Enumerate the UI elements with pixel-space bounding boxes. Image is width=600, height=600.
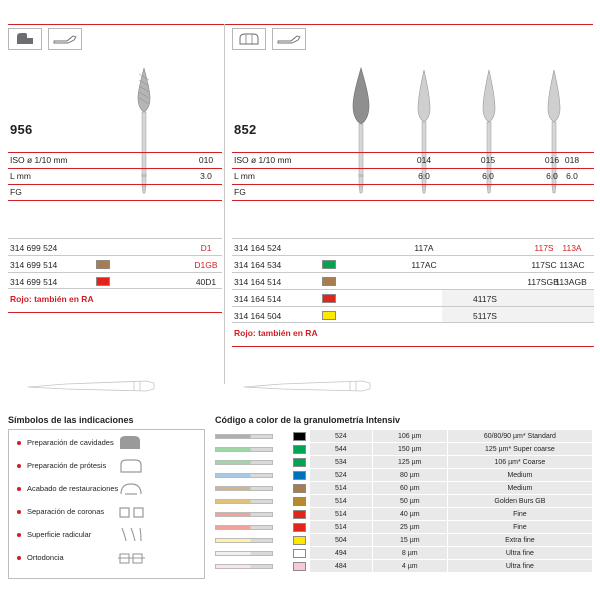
grit-name: Ultra fine	[447, 560, 592, 573]
table-row	[215, 469, 593, 482]
bullet-icon	[17, 487, 21, 491]
spec-row-iso	[232, 152, 594, 168]
restoration-finish-icon	[117, 480, 147, 497]
table-row	[232, 289, 594, 306]
order-code: D1GB	[194, 260, 218, 270]
orthodontics-icon	[117, 549, 147, 566]
grit-number: 484	[309, 560, 372, 573]
ra-note: Rojo: también en RA	[10, 294, 94, 304]
table-row	[215, 521, 593, 534]
grit-swatch	[322, 277, 336, 286]
grit-number: 514	[309, 482, 372, 495]
spec-value-length-016: 6.0	[546, 171, 558, 181]
table-row	[8, 238, 222, 255]
order-ref: 314 699 514	[10, 260, 58, 270]
spec-label-iso: ISO ø 1/10 mm	[234, 155, 292, 165]
bullet-icon	[17, 556, 21, 560]
handpiece-outline-icon	[26, 373, 156, 401]
grit-size: 150 µm	[372, 443, 447, 456]
grit-number: 514	[309, 521, 372, 534]
order-ref: 314 699 524	[10, 243, 58, 253]
spec-label-shank: FG	[234, 187, 246, 197]
order-code: 5117S	[473, 311, 497, 321]
crown-separation-icon	[117, 503, 147, 520]
top-rule	[8, 24, 593, 25]
order-code: 113A	[562, 243, 582, 253]
bur-shape-icon	[215, 521, 290, 534]
cavity-prep-icon	[117, 434, 147, 451]
grit-number: 494	[309, 547, 372, 560]
grit-size: 60 µm	[372, 482, 447, 495]
grit-swatch	[290, 560, 309, 573]
grit-size: 106 µm	[372, 430, 447, 443]
legend-item-label: Separación de coronas	[27, 507, 105, 516]
grit-size: 50 µm	[372, 495, 447, 508]
spec-label-shank: FG	[10, 187, 22, 197]
order-code: 117AC	[411, 260, 437, 270]
grit-size: 15 µm	[372, 534, 447, 547]
grit-swatch	[290, 443, 309, 456]
order-table-852	[232, 238, 594, 338]
panel-divider	[224, 24, 225, 384]
order-code: 117S	[534, 243, 554, 253]
grit-name: Ultra fine	[447, 547, 592, 560]
legend-title: Símbolos de las indicaciones	[8, 415, 134, 425]
bur-shape-icon	[215, 508, 290, 521]
grit-swatch	[290, 508, 309, 521]
spec-row-length	[232, 168, 594, 184]
table-row	[215, 495, 593, 508]
legend-item-label: Preparación de cavidades	[27, 438, 114, 447]
table-row	[232, 272, 594, 289]
order-code: 40D1	[195, 277, 217, 287]
order-ref: 314 164 534	[234, 260, 282, 270]
ccode-table	[215, 429, 593, 573]
legend-item-label: Ortodoncia	[27, 553, 64, 562]
legend-box	[8, 429, 205, 579]
grit-swatch	[290, 534, 309, 547]
table-row	[215, 456, 593, 469]
bur-shape-icon	[215, 430, 290, 443]
prosthesis-prep-icon	[117, 457, 147, 474]
bur-shape-icon	[215, 534, 290, 547]
table-row	[215, 534, 593, 547]
legend-item-label: Preparación de prótesis	[27, 461, 107, 470]
bur-shape-icon	[215, 547, 290, 560]
spec-table-852	[232, 152, 594, 200]
grit-swatch	[290, 495, 309, 508]
grit-number: 514	[309, 508, 372, 521]
grit-swatch	[290, 547, 309, 560]
bur-shape-icon	[215, 456, 290, 469]
spec-value-length-014: 6.0	[418, 171, 430, 181]
table-row	[232, 255, 594, 272]
grit-swatch	[290, 469, 309, 482]
spec-label-length: L mm	[10, 171, 31, 181]
grit-size: 25 µm	[372, 521, 447, 534]
order-ref: 314 164 504	[234, 311, 282, 321]
root-surface-icon	[117, 526, 147, 543]
grit-number: 524	[309, 469, 372, 482]
grit-swatch	[322, 260, 336, 269]
order-code: 117SGB	[527, 277, 559, 287]
table-row	[215, 443, 593, 456]
grit-size: 125 µm	[372, 456, 447, 469]
grit-name: Fine	[447, 508, 592, 521]
grit-swatch	[322, 294, 336, 303]
spec-value-length-015: 6.0	[482, 171, 494, 181]
product-code-852: 852	[234, 122, 257, 137]
table-row	[215, 430, 593, 443]
grit-size: 40 µm	[372, 508, 447, 521]
ra-note: Rojo: también en RA	[234, 328, 318, 338]
bullet-icon	[17, 510, 21, 514]
order-code: 4117S	[473, 294, 497, 304]
product-code-956: 956	[10, 122, 33, 137]
ccode-title: Código a color de la granulometría Intensiv	[215, 415, 401, 425]
bullet-icon	[17, 533, 21, 537]
grit-size: 8 µm	[372, 547, 447, 560]
grit-number: 504	[309, 534, 372, 547]
indication-badges-852	[232, 28, 306, 50]
table-row	[232, 238, 594, 255]
order-code: D1	[200, 243, 212, 253]
grit-name: Medium	[447, 482, 592, 495]
handpiece-outline-icon	[242, 373, 372, 401]
spec-value-iso-014: 014	[416, 155, 432, 165]
grit-number: 514	[309, 495, 372, 508]
grit-swatch	[96, 277, 110, 286]
order-code: 117SC	[531, 260, 557, 270]
grit-size: 4 µm	[372, 560, 447, 573]
table-row	[8, 272, 222, 289]
legend-item-label: Acabado de restauraciones	[27, 484, 119, 493]
order-table-956	[8, 238, 222, 304]
tooth-preparation-icon	[8, 28, 42, 50]
grit-swatch	[96, 260, 110, 269]
bur-shape-icon	[215, 469, 290, 482]
grit-name: 125 µm* Super coarse	[447, 443, 592, 456]
table-row	[8, 255, 222, 272]
handpiece-icon	[48, 28, 82, 50]
bur-shape-icon	[215, 560, 290, 573]
order-code: 113AC	[559, 260, 585, 270]
bur-shape-icon	[215, 482, 290, 495]
grit-swatch	[322, 311, 336, 320]
grit-name: Extra fine	[447, 534, 592, 547]
spec-value-length: 3.0	[200, 171, 212, 181]
grit-name: Medium	[447, 469, 592, 482]
grit-name: Fine	[447, 521, 592, 534]
order-code: 117A	[414, 243, 434, 253]
tooth-preparation-icon	[232, 28, 266, 50]
order-code: 113AGB	[555, 277, 587, 287]
table-row	[215, 547, 593, 560]
grit-color-code-section	[215, 415, 593, 573]
spec-value-iso-016: 016	[544, 155, 560, 165]
grit-swatch	[290, 430, 309, 443]
spec-value-iso-010: 010	[198, 155, 214, 165]
spec-row-shank	[232, 184, 594, 200]
grit-size: 80 µm	[372, 469, 447, 482]
spec-value-length-018: 6.0	[566, 171, 578, 181]
grit-number: 544	[309, 443, 372, 456]
grit-number: 534	[309, 456, 372, 469]
order-ref: 314 164 514	[234, 277, 282, 287]
grit-swatch	[290, 456, 309, 469]
grit-number: 524	[309, 430, 372, 443]
spec-label-length: L mm	[234, 171, 255, 181]
grit-swatch	[290, 482, 309, 495]
table-row	[215, 560, 593, 573]
bullet-icon	[17, 464, 21, 468]
grit-swatch	[290, 521, 309, 534]
bullet-icon	[17, 441, 21, 445]
order-ref: 314 164 524	[234, 243, 282, 253]
grit-name: 60/80/90 µm* Standard	[447, 430, 592, 443]
table-row	[215, 482, 593, 495]
grit-name: 106 µm* Coarse	[447, 456, 592, 469]
bur-shape-icon	[215, 495, 290, 508]
order-ref: 314 699 514	[10, 277, 58, 287]
legend-item-label: Superficie radicular	[27, 530, 92, 539]
bur-shape-icon	[215, 443, 290, 456]
spec-value-iso-018: 018	[564, 155, 580, 165]
spec-value-iso-015: 015	[480, 155, 496, 165]
indication-badges-956	[8, 28, 82, 50]
spec-label-iso: ISO ø 1/10 mm	[10, 155, 68, 165]
order-ref: 314 164 514	[234, 294, 282, 304]
indication-symbols-legend	[8, 415, 208, 579]
table-row	[215, 508, 593, 521]
grit-name: Golden Burs GB	[447, 495, 592, 508]
handpiece-icon	[272, 28, 306, 50]
table-row	[232, 306, 594, 323]
